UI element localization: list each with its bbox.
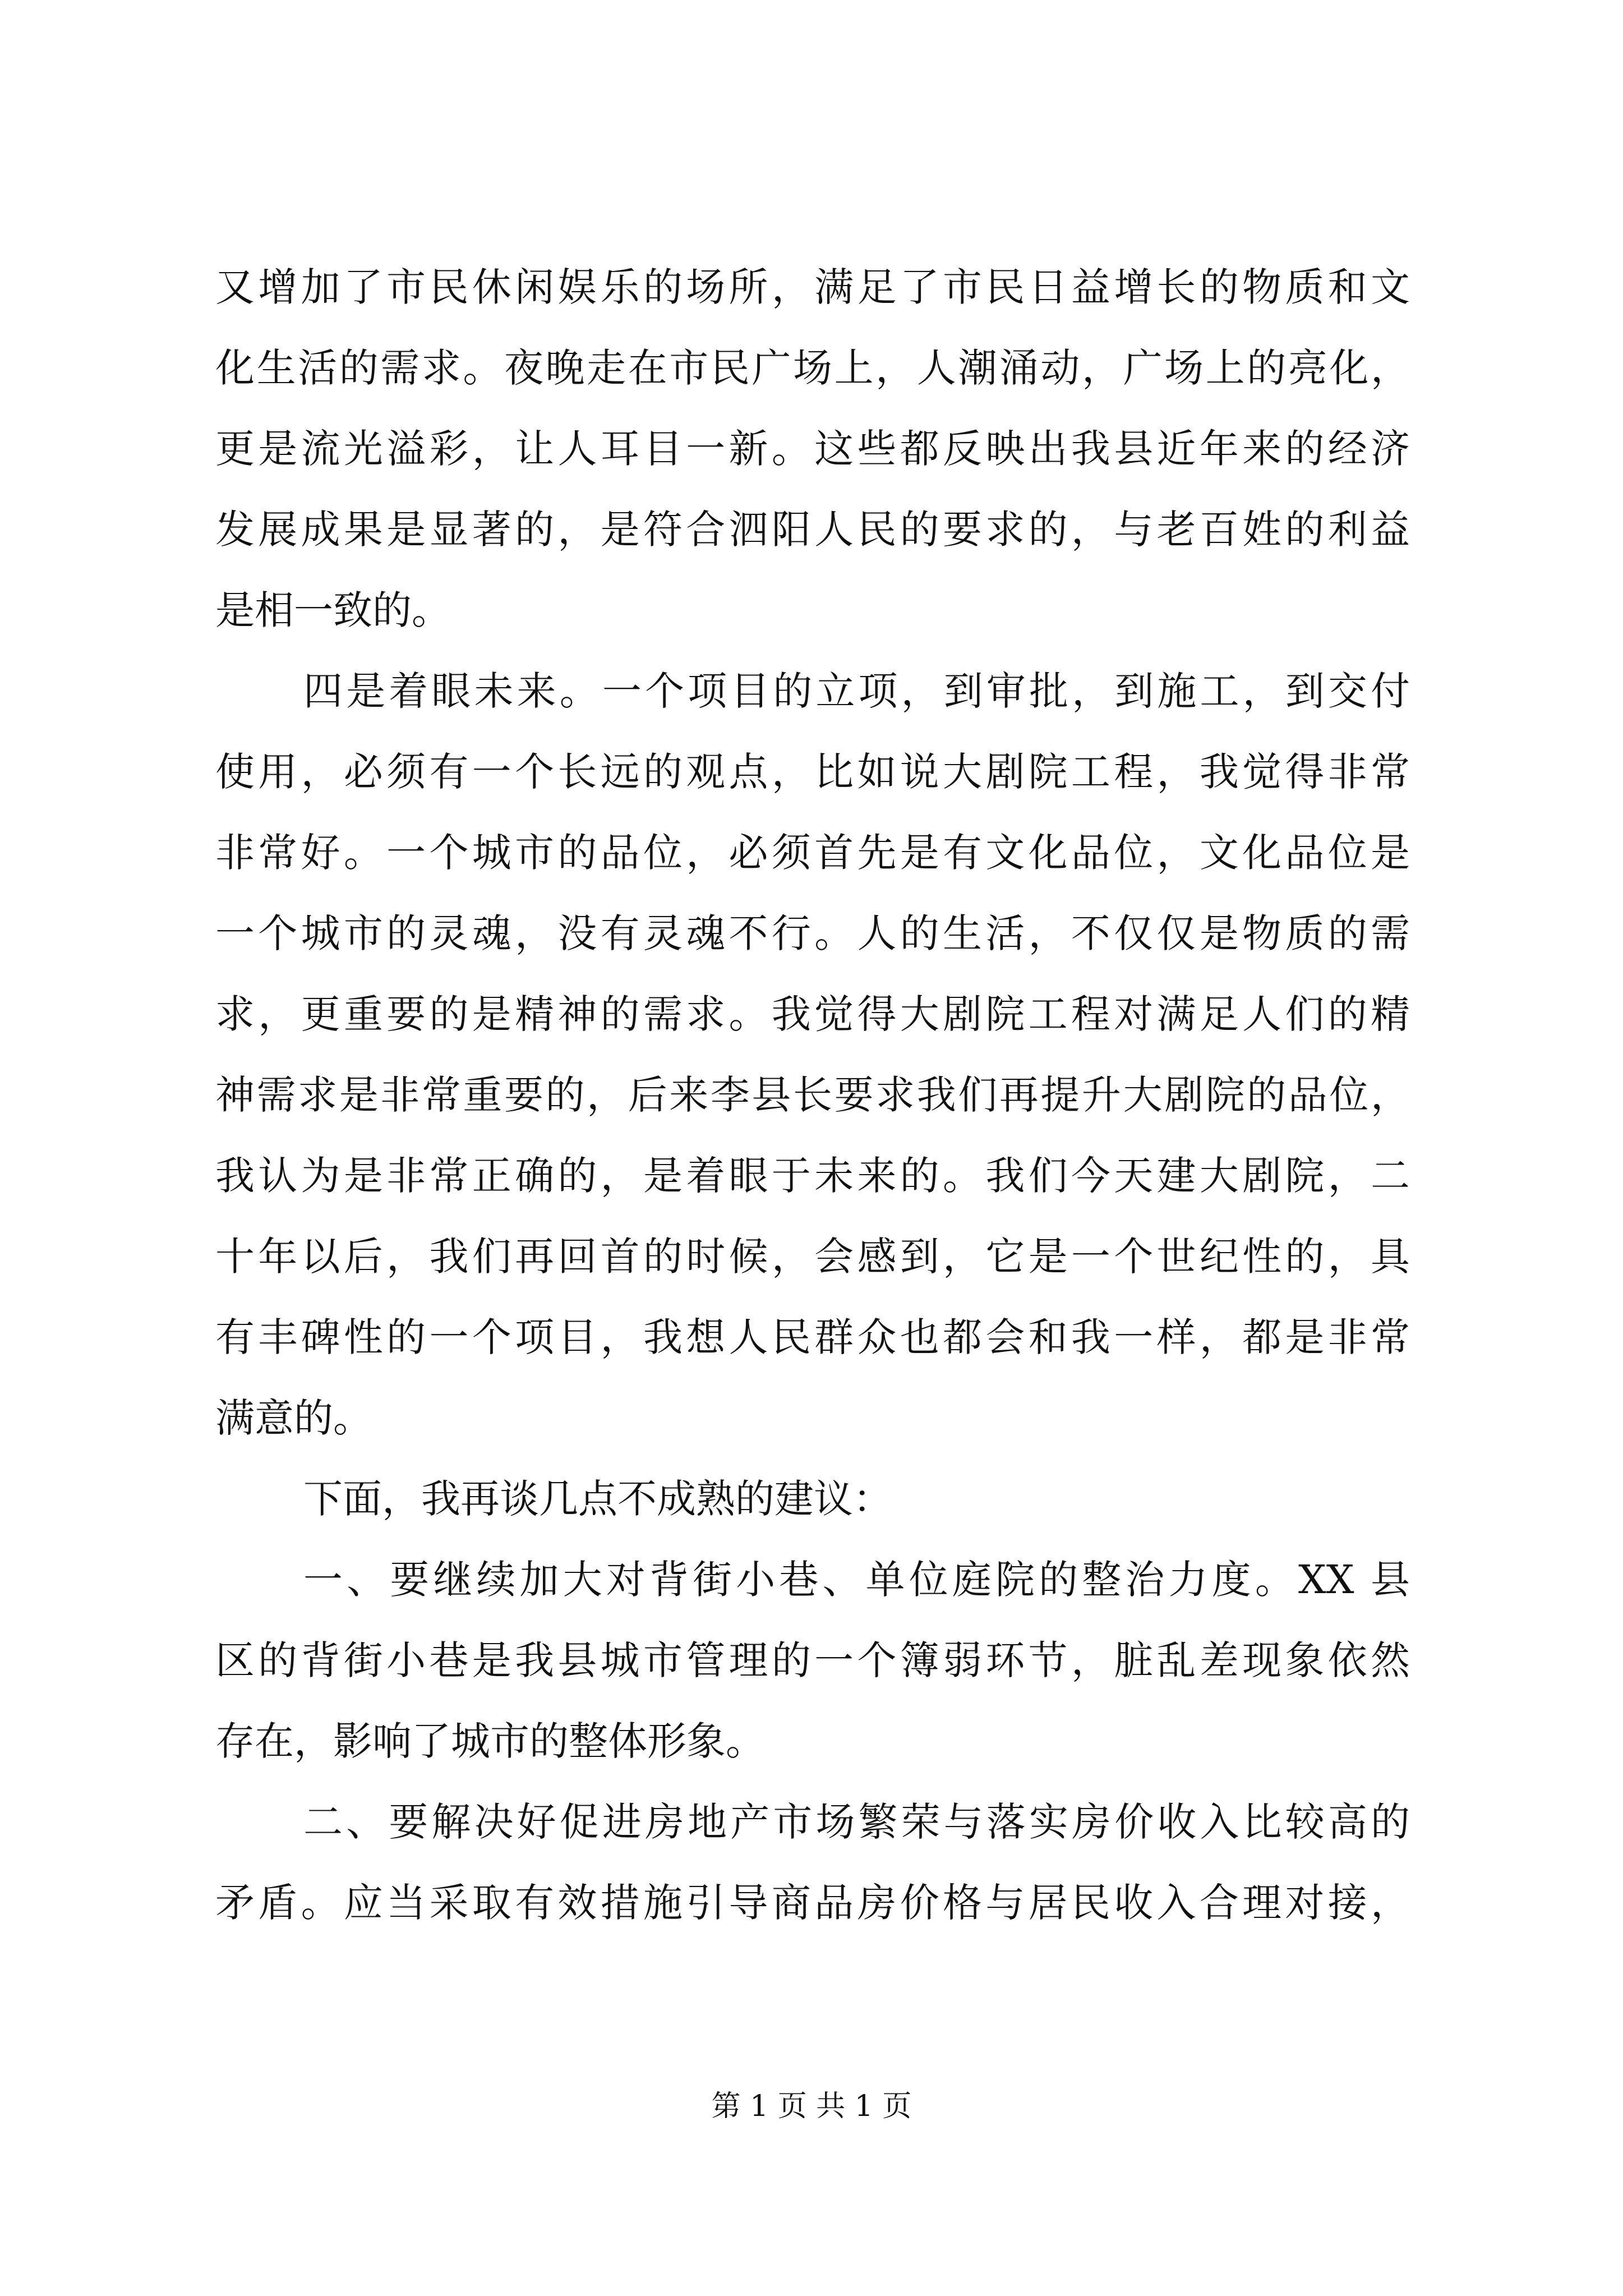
text-line: 我认为是非常正确的，是着眼于未来的。我们今天建大剧院，二 <box>215 1153 1410 1199</box>
paragraph-first-line: 下面，我再谈几点不成熟的建议： <box>303 1476 892 1522</box>
text-line: 更是流光溢彩，让人耳目一新。这些都反映出我县近年来的经济 <box>215 426 1410 472</box>
text-line: 又增加了市民休闲娱乐的场所，满足了市民日益增长的物质和文 <box>215 264 1410 310</box>
text-line: 非常好。一个城市的品位，必须首先是有文化品位，文化品位是 <box>215 830 1410 876</box>
text-line: 使用，必须有一个长远的观点，比如说大剧院工程，我觉得非常 <box>215 749 1410 795</box>
text-line: 十年以后，我们再回首的时候，会感到，它是一个世纪性的，具 <box>215 1234 1410 1280</box>
text-line: 存在，影响了城市的整体形象。 <box>215 1718 765 1764</box>
text-line: 是相一致的。 <box>215 587 451 633</box>
paragraph-first-line: 一、要继续加大对背街小巷、单位庭院的整治力度。XX 县 <box>303 1557 1410 1603</box>
text-line: 发展成果是显著的，是符合泗阳人民的要求的，与老百姓的利益 <box>215 507 1410 553</box>
text-line: 满意的。 <box>215 1395 372 1441</box>
text-line: 矛盾。应当采取有效措施引导商品房价格与居民收入合理对接， <box>215 1880 1410 1926</box>
page-footer: 第 1 页 共 1 页 <box>711 2090 912 2123</box>
paragraph-first-line: 四是着眼未来。一个项目的立项，到审批，到施工，到交付 <box>303 668 1410 714</box>
text-line: 有丰碑性的一个项目，我想人民群众也都会和我一样，都是非常 <box>215 1314 1410 1360</box>
text-line: 求，更重要的是精神的需求。我觉得大剧院工程对满足人们的精 <box>215 991 1410 1037</box>
text-line: 一个城市的灵魂，没有灵魂不行。人的生活，不仅仅是物质的需 <box>215 910 1410 956</box>
text-line: 区的背街小巷是我县城市管理的一个簿弱环节，脏乱差现象依然 <box>215 1637 1410 1683</box>
text-line: 神需求是非常重要的，后来李县长要求我们再提升大剧院的品位， <box>215 1072 1410 1118</box>
paragraph-first-line: 二、要解决好促进房地产市场繁荣与落实房价收入比较高的 <box>303 1799 1410 1845</box>
text-line: 化生活的需求。夜晚走在市民广场上，人潮涌动，广场上的亮化， <box>215 345 1410 391</box>
